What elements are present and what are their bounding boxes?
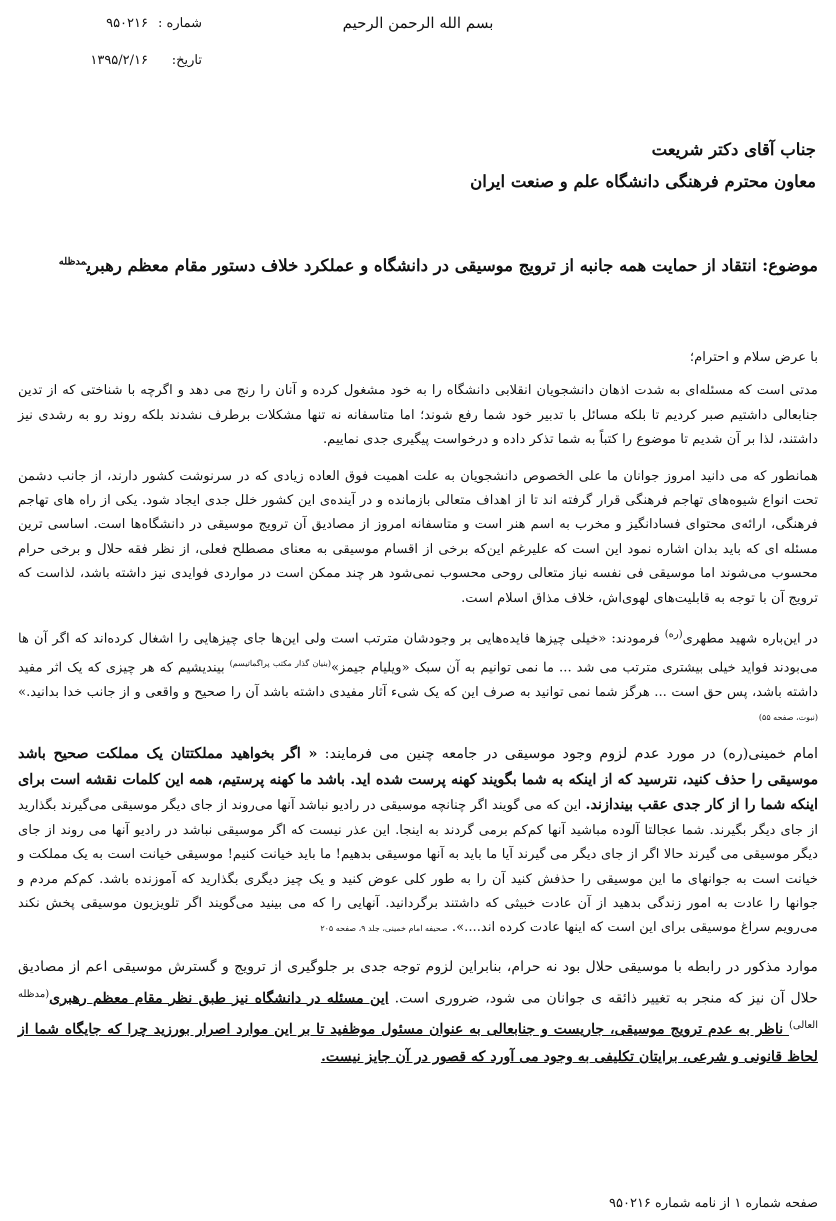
recipient-name: جناب آقای دکتر شریعت (651, 140, 816, 159)
conclusion-underlined-a: این مسئله در دانشگاه نیز طبق نظر مقام معظم رهبری (49, 990, 389, 1007)
subject-line (18, 256, 818, 275)
motahari-intro: در این‌باره شهید مطهری (682, 631, 818, 647)
greeting: با عرض سلام و احترام؛ (689, 350, 818, 365)
motahari-quote-b: بیندیشیم که هر چیزی که یک اثر مفید داشته باشد، پس حق است ... هرگز شما نمی توانید به صرف این که یک شیء آثار مفیدی داشته باشد آن را صحیح و واقعی و از جانب خدا بدانید.» (18, 660, 818, 700)
letter-number-value: ۹۵۰۲۱۶ (106, 16, 148, 31)
recipient-title: معاون محترم فرهنگی دانشگاه علم و صنعت ایران (470, 172, 816, 191)
page-footer: صفحه شماره ۱ از نامه شماره ۹۵۰۲۱۶ (609, 1196, 818, 1211)
subject-suffix: مدظله (58, 256, 87, 268)
khomeini-rest: این که می گویند اگر چنانچه موسیقی در رادیو نباشد آنها می‌روند از جای دیگر موسیقی می‌گیرند بگذارید از جای دیگر بگیرند. شما عجالتا آلوده مباشید آنها کم‌کم برمی گردند به اینجا. این عذر نیست که اگر موسیقی نباشد در رادیو آنها می روند از جای دیگر موسیقی می گیرند حالا اگر از جای دیگر می گیرند آیا ما باید به آنها موسیقی بدهیم! ما باید خیانت کنیم! موسیقی خیانت است به یک مملکت و خیانت است به جوانهای ما این موسیقی را حذفش کنید آن را به طور کلی عوض کنید و یک چیز دیگری بگذارید که آموزنده باشد. کم‌کم مردم و جوانها را عادت به امور زندگی بدهید از آن عادت خبیثی که داشتند برگردانید. آنهایی را که می بینید می‌گویند اگر تلویزیون موسیقی پخش نکند می‌رویم سراغ موسیقی برای این است که اینها عادت کرده اند....». (18, 798, 818, 936)
paragraph-3 (18, 623, 818, 730)
conclusion-underlined-b: ناظر به عدم ترویج موسیقی، جاریست و جنابعالی به عنوان مسئول موظفید تا بر این موارد اصرار بورزید چرا که جایگاه شما از لحاظ قانونی و شرعی، برایتان تکلیفی به وجود می آورد که قصور در آن جایز نیست. (18, 1022, 818, 1066)
letter-date-label: تاریخ: (171, 53, 202, 68)
paragraph-1: مدتی است که مسئله‌ای به شدت اذهان دانشجویان انقلابی دانشگاه را به خود مشغول کرده و آنان را رنج می دهد و اگرچه با شناختی که از تدین جنابعالی داشتیم صبر کردیم تا بلکه مسائل با تدبیر خود شما رفع شوند؛ اما متاسفانه نه تنها مشکلات برطرف نشدند بلکه روند رو به رشدی نیز داشتند، لذا بر آن شدیم تا موضوع را کتباً به شما تذکر داده و درخواست پیگیری جدی نماییم. (18, 383, 818, 448)
bismillah: بسم الله الرحمن الرحیم (342, 14, 494, 32)
letter-date-value: ۱۳۹۵/۲/۱۶ (90, 53, 148, 68)
conclusion-normal: موارد مذکور در رابطه با موسیقی حلال بود نه حرام، بنابراین لزوم توجه جدی بر جلوگیری از ترویج و گسترش موسیقی اعم از مصادیق حلال آن نیز که منجر به تغییر ذائقه ی جوانان می شود، ضروری است. (18, 958, 818, 1007)
khomeini-intro: امام خمینی (748, 746, 819, 763)
paragraph-5 (18, 954, 818, 1071)
paragraph-4 (18, 742, 818, 941)
khomeini-source: صحیفه امام خمینی، جلد ۹، صفحه ۲۰۵ (320, 924, 448, 934)
letter-number-label: شماره : (158, 16, 202, 31)
motahari-source: (نبوت، صفحه ۵۵) (758, 713, 818, 723)
letter-number-row (22, 16, 202, 31)
motahari-quote-a: «خیلی چیزها فایده‌هایی بر وجودشان مترتب است ولی این‌ها جای چیزهایی را اشغال کرده‌اند که اگر آن ها می‌بودند فواید خیلی بیشتری مترتب می شد ... ما نمی توانیم به آن سبک «ویلیام جیمز» (18, 631, 819, 676)
motahari-said: فرمودند: (606, 631, 665, 647)
james-note: (بنیان گذار مکتب پراگماتیسم) (229, 658, 331, 668)
recipient-block (20, 134, 816, 198)
subject-text: موضوع: انتقاد از حمایت همه جانبه از ترویج موسیقی در دانشگاه و عملکرد خلاف دستور مقام معظم رهبری (86, 256, 818, 275)
letter-body (18, 346, 818, 1071)
khomeini-bold-quote: « اگر بخواهید مملکتتان یک مملکت صحیح باشد موسیقی را حذف کنید، نترسید که از اینکه به شما بگویند کهنه پرست شده اید. باشد ما کهنه پرستیم، همه این کلمات نقشه است برای اینکه شما را از کار جدی عقب بیندازند. (18, 746, 818, 814)
paragraph-2: همانطور که می دانید امروز جوانان ما علی الخصوص دانشجویان به علت اهمیت فوق العاده زیادی که در سرنوشت کشور دارند، از جانب دشمن تحت انواع شیوه‌های تهاجم فرهنگی قرار گرفته اند تا از اهداف متعالی بازمانده و در آینده‌ی این کشور خلل جدی ایجاد شود. یکی از راه های تهاجم فرهنگی، ارائه‌ی محتوای فسادانگیز و مخرب به اسم هنر است و متاسفانه امروز از مصادیق آن ترویج موسیقی در دانشگاه‌ها است. اساسی ترین مسئله ای که باید بدان اشاره نمود این است که علیرغم این‌که برخی از اقسام موسیقی به معنای مصطلح فعلی، از نظر فقه حلال و برخی حرام محسوب می‌شوند اما موسیقی فی نفسه نیاز متعالی روحی محسوب نمی‌شود هر چند ممکن است در مواردی فوایدی نیز داشته باشد، لذاست که ترویج آن با توجه به قابلیت‌های لهوی‌اش، خلاف مذاق اسلام است. (18, 468, 818, 606)
motahari-ra: (ره) (664, 629, 683, 641)
letter-meta (22, 16, 202, 90)
letter-date-row (22, 53, 202, 68)
conclusion-sup: (مدظله العالی) (18, 988, 818, 1032)
khomeini-mid: در مورد عدم لزوم وجود موسیقی در جامعه چنین می فرمایند: (317, 746, 723, 763)
khomeini-ra: (ره) (722, 746, 749, 763)
